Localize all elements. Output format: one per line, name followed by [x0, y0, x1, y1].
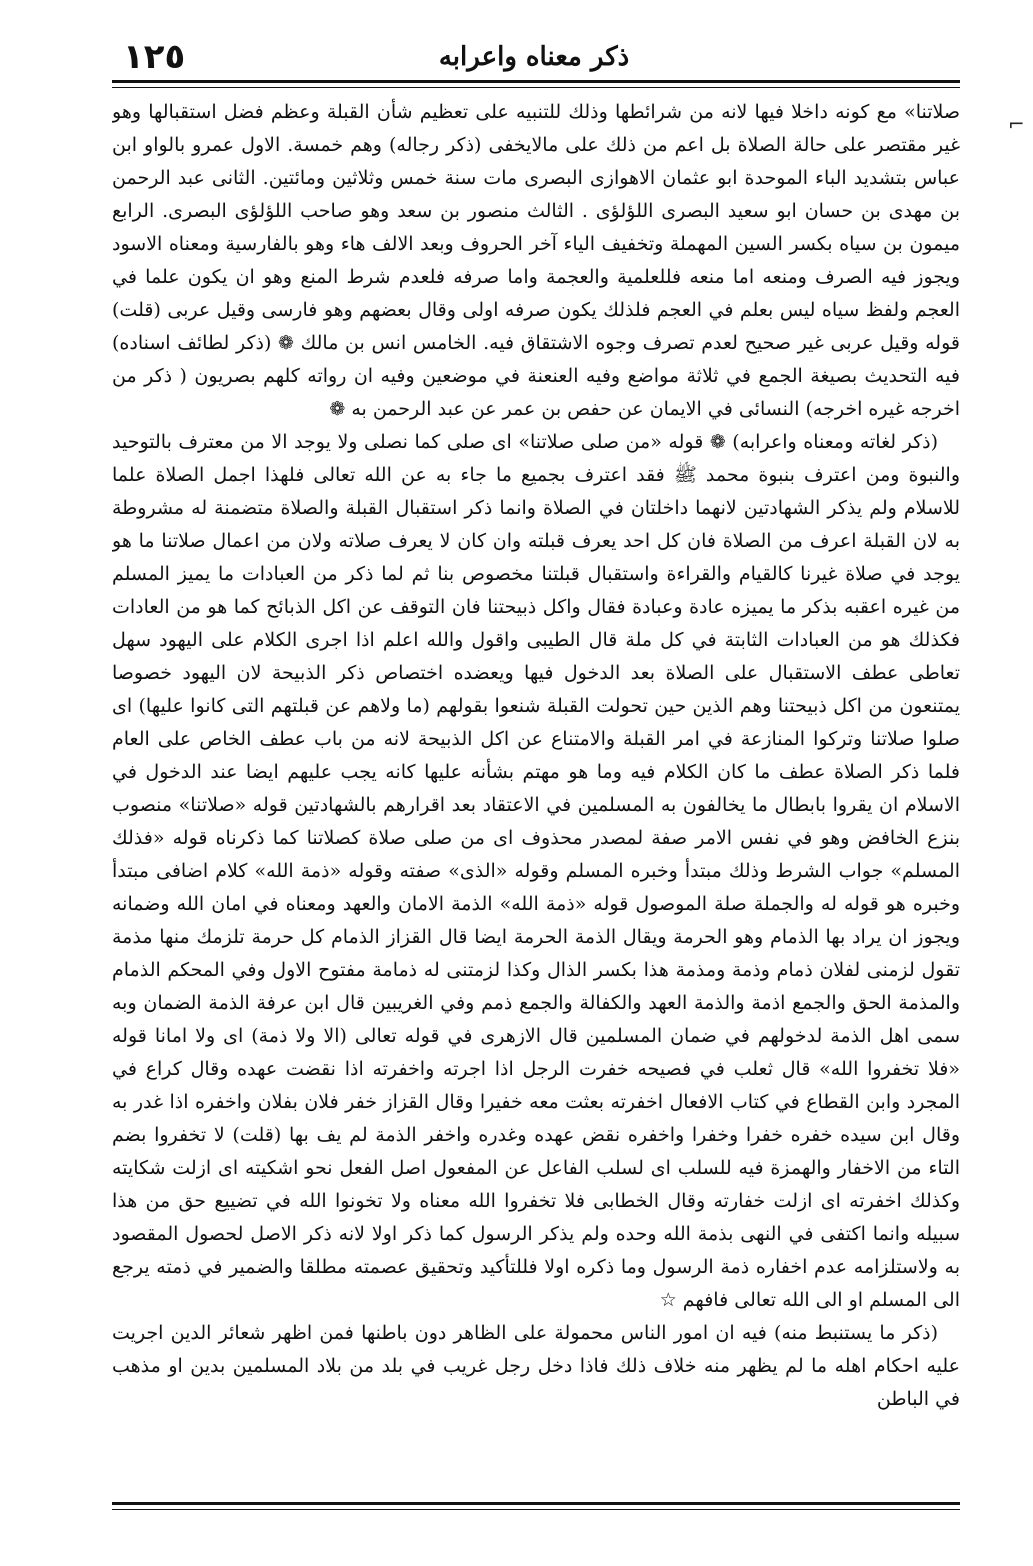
margin-mark: ⌐ [1008, 112, 1025, 136]
header-rule-thin [112, 87, 960, 88]
paragraph: (ذكر ما يستنبط منه) فيه ان امور الناس محمولة على الظاهر دون باطنها فمن اظهر شعائر الدين اجريت عليه احكام اهله ما لم يظهر منه خلاف ذلك فاذا دخل رجل غريب في بلد من بلاد المسلمين بدين او مذهب في الباطن [112, 1322, 960, 1410]
footer-rule [112, 1502, 960, 1505]
footer-rule-thin [112, 1509, 960, 1510]
running-title: ذكر معناه واعرابه [438, 42, 630, 72]
paragraph: صلاتنا» مع كونه داخلا فيها لانه من شرائطها وذلك للتنبيه على تعظيم شأن القبلة وعظم فضل استقبالها وهو غير مقتصر على حالة الصلاة بل اعم من ذلك على مالايخفى (ذكر رجاله) وهم خمسة. الاول عمرو بالواو ابن عباس بتشديد الباء الموحدة ابو عثمان الاهوازى البصرى مات سنة خمس وثلاثين ومائتين. الثانى عبد الرحمن بن مهدى بن حسان ابو سعيد البصرى اللؤلؤى . الثالث منصور بن سعد وهو صاحب اللؤلؤى البصرى. الرابع ميمون بن سياه بكسر السين المهملة وتخفيف الياء آخر الحروف وبعد الالف هاء وهو بالفارسية ومعناه الاسود ويجوز فيه الصرف ومنعه اما منعه فللعلمية والعجمة واما صرفه فلعدم شرط المنع وهو ان يكون علما في العجم ولفظ سياه ليس بعلم في العجم فلذلك يكون صرفه اولى وقال بعضهم وهو فارسى وقيل عربى (قلت) قوله وقيل عربى غير صحيح لعدم تصرف وجوه الاشتقاق فيه. الخامس انس بن مالك ❁ (ذكر لطائف اسناده) فيه التحديث بصيغة الجمع في ثلاثة مواضع وفيه العنعنة في موضعين وفيه ان رواته كلهم بصريون ( ذكر من اخرجه غيره اخرجه) النسائى في الايمان عن حفص بن عمر عن عبد الرحمن به ❁ [112, 101, 960, 420]
header-rule [112, 80, 960, 83]
paragraph: (ذكر لغاته ومعناه واعرابه) ❁ قوله «من صلى صلاتنا» اى صلى كما نصلى ولا يوجد الا من معترف بالتوحيد والنبوة ومن اعترف بنبوة محمد ﷺ فقد اعترف بجميع ما جاء به عن الله تعالى فلهذا اجمل الصلاة علما للاسلام ولم يذكر الشهادتين لانهما داخلتان في الصلاة وانما ذكر استقبال القبلة والصلاة متضمنة له مشروطة به لان القبلة اعرف من الصلاة فان كل احد يعرف قبلته وان كان لا يعرف صلاته ولان من اعمال صلاتنا ما هو يوجد في صلاة غيرنا كالقيام والقراءة واستقبال قبلتنا مخصوص بنا ثم لما ذكر من العبادات ما يميز المسلم من غيره اعقبه بذكر ما يميزه عادة وعبادة فقال واكل ذبيحتنا فان التوقف عن اكل الذبائح كما هو من العادات فكذلك هو من العبادات الثابتة في كل ملة قال الطيبى واقول والله اعلم اذا اجرى الكلام على اليهود سهل تعاطى عطف الاستقبال على الصلاة بعد الدخول فيها ويعضده اختصاص ذكر الذبيحة لان اليهود خصوصا يمتنعون من اكل ذبيحتنا وهم الذين حين تحولت القبلة شنعوا بقولهم (ما ولاهم عن قبلتهم التى كانوا عليها) اى صلوا صلاتنا وتركوا المنازعة في امر القبلة والامتناع عن اكل الذبيحة لانه من باب عطف الخاص على العام فلما ذكر الصلاة عطف ما كان الكلام فيه وما هو مهتم بشأنه عليها كانه يجب عليهم ايضا عند الدخول في الاسلام ان يقروا بابطال ما يخالفون به المسلمين في الاعتقاد بعد اقرارهم بالشهادتين قوله «صلاتنا» منصوب بنزع الخافض وهو في نفس الامر صفة لمصدر محذوف اى من صلى صلاة كصلاتنا كما ذكرناه قوله «فذلك المسلم» جواب الشرط وذلك مبتدأ وخبره المسلم وقوله «الذى» صفته وقوله «ذمة الله» كلام اضافى مبتدأ وخبره هو قوله له والجملة صلة الموصول قوله «ذمة الله» الذمة الامان والعهد ومعناه في امان الله وضمانه ويجوز ان يراد بها الذمام وهو الحرمة ويقال الذمة الحرمة ايضا قال القزاز الذمام كل حرمة تلزمك منها مذمة تقول لزمنى لفلان ذمام وذمة ومذمة هذا بكسر الذال وكذا لزمتنى له ذمامة مفتوح الاول وفي المحكم الذمام والمذمة الحق والجمع اذمة والذمة العهد والكفالة والجمع ذمم وفي الغريبين قال ابن عرفة الذمة الضمان وبه سمى اهل الذمة لدخولهم في ضمان المسلمين قال الازهرى في قوله تعالى (الا ولا ذمة) اى ولا امانا قوله «فلا تخفروا الله» قال ثعلب في فصيحه خفرت الرجل اذا اجرته واخفرته اذا نقضت عهده وقال كراع في المجرد وابن القطاع في كتاب الافعال اخفرته بعثت معه خفيرا وقال القزاز خفر فلان بفلان واخفره اذا غدر به وقال ابن سيده خفره خفرا وخفرا واخفره نقض عهده وغدره واخفر الذمة لم يف بها (قلت) لا تخفروا بضم التاء من الاخفار والهمزة فيه للسلب اى لسلب الفاعل عن المفعول اصل الفعل نحو اشكيته اى ازلت شكايته وكذلك اخفرته اى ازلت خفارته وقال الخطابى فلا تخفروا الله معناه ولا تخونوا الله في تضييع حق من هذا سبيله وانما اكتفى في النهى بذمة الله وحده ولم يذكر الرسول كما ذكر اولا لانه ذكر الاصل لحصول المقصود به ولاستلزامه عدم اخفاره ذمة الرسول وما ذكره اولا فللتأكيد وتحقيق عصمته مطلقا والضمير في ذمته يرجع الى المسلم او الى الله تعالى فافهم ☆ [112, 431, 960, 1311]
page-number: ١٢٥ [123, 37, 186, 77]
body-text [112, 96, 960, 1494]
page-header [105, 38, 963, 78]
